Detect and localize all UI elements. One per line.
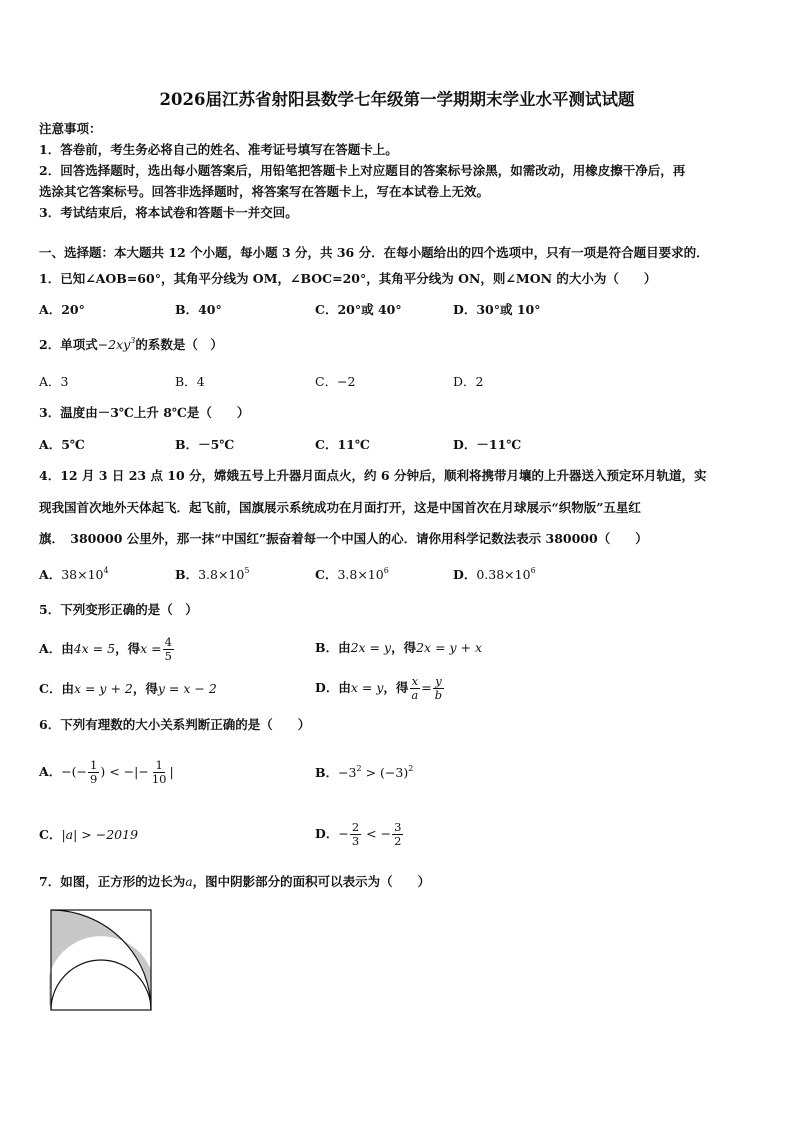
q5-d-denominator-2: b [434,688,443,702]
q5-a-prefix: A．由 [39,641,74,656]
q6-b-label: B． [315,765,339,780]
q4-option-c-label: C． [315,567,338,582]
q1-option-c: C．20°或 40° [315,302,402,317]
q4-option-c [315,567,389,583]
q4-option-d [453,567,536,583]
q4-option-a-label: A． [39,567,62,582]
q4-option-b-label: B． [175,567,199,582]
q6-c-label: C． [39,827,62,842]
q2-option-c: C．−2 [315,374,356,389]
q5-option-c [39,681,217,697]
q5-d-equation: x = y [350,680,384,695]
q5-option-b [315,640,482,656]
page-title: 2026届江苏省射阳县数学七年级第一学期期末学业水平测试试题 [159,90,635,109]
q2-option-b: B．4 [175,374,205,389]
note-2-line-1: 2．回答选择题时，选出每小题答案后，用铅笔把答题卡上对应题目的答案标号涂黑，如需改动，用橡皮擦干净后，再 [39,163,686,178]
q1-option-a: A．20° [39,302,85,317]
q5-b-mid: ，得 [391,640,417,655]
q6-d-part-2: < − [362,826,392,841]
q5-d-prefix: D．由 [315,680,351,695]
q6-d-numerator-1: 2 [351,820,360,834]
q6-d-label: D． [315,826,339,841]
q4-option-b [175,567,249,583]
q6-option-c [39,827,138,843]
note-2-line-2: 选涂其它答案标号。回答非选择题时，将答案写在答题卡上，写在本试卷上无效。 [39,184,490,199]
q2-monomial-exponent: 3 [130,336,136,345]
q6-a-label: A． [39,764,62,779]
q5-c-result: y = x − 2 [157,681,217,696]
q6-b-part-2: > (−3) [361,765,409,780]
section-heading: 一、选择题：本大题共 12 个小题，每小题 3 分，共 36 分．在每小题给出的四个选项中，只有一项是符合题目要求的． [39,245,709,260]
q4-option-a-exponent: 4 [103,566,109,575]
q6-d-fraction-1 [350,821,361,848]
q5-c-prefix: C．由 [39,681,74,696]
q5-c-equation: x = y + 2 [73,681,133,696]
semicircle-arc [51,960,151,1010]
question-1-stem: 1．已知∠AOB=60°，其角平分线为 OM，∠BOC=20°，其角平分线为 ON，则∠MON 的大小为（ ） [39,271,657,286]
q5-option-a [39,636,175,663]
q5-a-denominator: 5 [164,649,172,663]
q5-a-lhs: x = [140,641,162,656]
q6-d-denominator-2: 2 [394,834,402,848]
q4-option-d-label: D． [453,567,477,582]
q6-option-a [39,758,174,786]
question-5-stem: 5．下列变形正确的是（ ） [39,602,198,617]
q4-option-d-base: 0.38×10 [476,567,531,582]
q5-d-mid: ，得 [383,680,409,695]
q4-option-b-exponent: 5 [244,566,250,575]
q6-a-part-3: | [169,764,174,779]
question-7-stem [39,874,430,890]
note-3: 3．考试结束后，将本试卷和答题卡一并交回。 [39,205,298,220]
q6-option-d [315,820,404,848]
q2-monomial [98,337,136,352]
q5-a-fraction [163,636,174,663]
q6-a-denominator-1: 9 [90,772,98,786]
q6-a-fraction-2 [150,759,169,786]
q5-d-numerator-2: y [435,674,442,688]
q6-option-b [315,765,413,781]
q6-d-denominator-1: 3 [351,834,360,848]
q3-option-d: D．－11℃ [453,437,522,452]
q5-d-fraction-1 [409,675,420,702]
question-4-line-3: 旗． 380000 公里外，那一抹“中国红”振奋着每一个中国人的心．请你用科学记数法表示 380000（ ） [39,531,648,546]
question-2-stem [39,337,223,353]
q4-option-d-exponent: 6 [530,566,536,575]
q6-d-part-1: − [338,826,349,841]
q3-option-b: B．－5℃ [175,437,235,452]
notes-heading: 注意事项： [39,121,102,136]
q5-a-numerator: 4 [164,635,172,649]
q1-option-d: D．30°或 10° [453,302,541,317]
q2-stem-suffix: 的系数是（ ） [135,337,223,352]
q6-a-part-2: ) < −|− [100,764,149,779]
q6-d-fraction-2 [392,821,403,848]
q2-monomial-base: −2xy [97,337,131,352]
q3-option-a: A．5℃ [39,437,85,452]
q6-a-fraction-1 [88,759,99,786]
q7-stem-prefix: 7．如图，正方形的边长为 [39,874,186,889]
q5-b-result: 2x = y + x [416,640,483,655]
question-4-line-2: 现我国首次地外天体起飞．起飞前，国旗展示系统成功在月面打开，这是中国首次在月球展示“织物版”五星红 [39,500,641,515]
q2-option-d: D．2 [453,374,484,389]
q7-variable: a [185,874,193,889]
q5-d-denominator-1: a [411,688,419,702]
q6-b-exponent-2: 2 [408,764,414,773]
q6-a-denominator-2: 10 [151,772,167,786]
q5-a-equation: 4x = 5 [73,641,116,656]
q2-option-a: A．3 [39,374,69,389]
q7-stem-suffix: ，图中阴影部分的面积可以表示为（ ） [192,874,431,889]
q5-d-fraction-2 [433,675,444,702]
q6-b-part-1: −3 [338,765,357,780]
question-3-stem: 3．温度由－3℃上升 8℃是（ ） [39,405,250,420]
q3-option-c: C．11℃ [315,437,370,452]
q4-option-a [39,567,109,583]
q5-c-mid: ，得 [132,681,158,696]
q1-option-b: B．40° [175,302,222,317]
question-6-stem: 6．下列有理数的大小关系判断正确的是（ ） [39,717,311,732]
square-shaded-region-figure [49,908,153,1012]
q5-d-numerator-1: x [411,674,419,688]
q5-d-equals: = [421,680,432,695]
q6-a-numerator-2: 1 [155,758,163,772]
q5-b-equation: 2x = y [350,640,392,655]
q6-a-part-1: −(− [61,764,88,779]
q4-option-b-base: 3.8×10 [198,567,245,582]
q6-d-numerator-2: 3 [394,820,402,834]
note-1: 1．答卷前，考生务必将自己的姓名、准考证号填写在答题卡上。 [39,142,398,157]
question-4-line-1: 4．12 月 3 日 23 点 10 分，嫦娥五号上升器月面点火，约 6 分钟后，顺利将携带月壤的上升器送入预定环月轨道，实 [39,468,707,483]
q6-c-expression: |a| > −2019 [61,827,139,842]
q5-b-prefix: B．由 [315,640,351,655]
q4-option-a-base: 38×10 [61,567,104,582]
q5-option-d [315,674,445,702]
q6-a-numerator-1: 1 [90,758,98,772]
q5-a-mid: ，得 [115,641,141,656]
q4-option-c-base: 3.8×10 [337,567,384,582]
q6-b-exponent-1: 2 [356,764,362,773]
q2-stem-prefix: 2．单项式 [39,337,98,352]
q4-option-c-exponent: 6 [383,566,389,575]
